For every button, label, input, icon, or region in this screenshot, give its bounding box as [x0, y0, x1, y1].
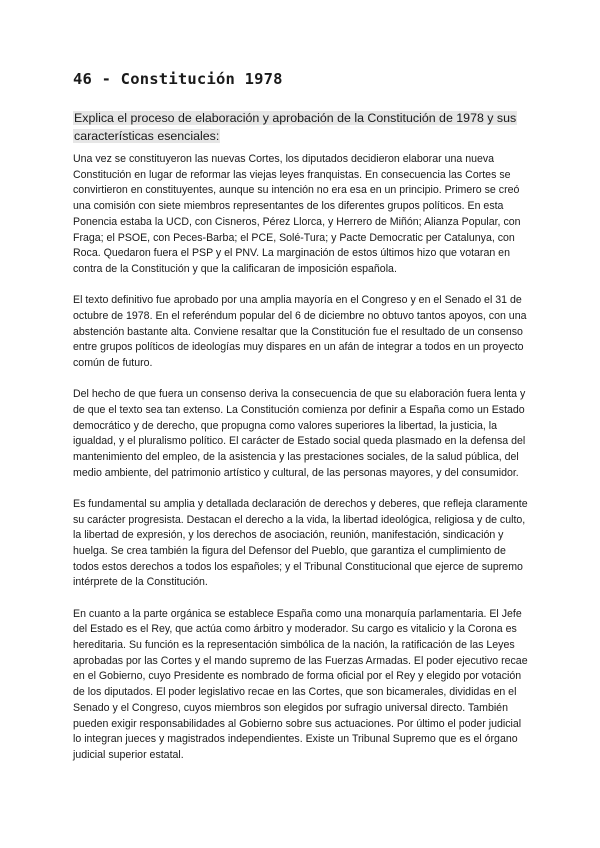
paragraph-parte-organica: En cuanto a la parte orgánica se establece España como una monarquía parlamentaria. El Jefe del Estado es el Rey, que actúa como árbitro y moderador. Su cargo es vitalicio y la Corona es hereditaria. Su función es la representación simbólica de la nación, la ratificación de las Leyes aprobadas por las Cortes y el mando supremo de las Fuerzas Armadas. El poder ejecutivo recae en el Gobierno, cuyo Presidente es nombrado de forma oficial por el Rey y elegido por votación de los diputados. El poder legislativo recae en las Cortes, que son bicamerales, divididas en el Senado y el Congreso, cuyos miembros son elegidos por sufragio universal directo. También pueden exigir responsabilidades al Gobierno sobre sus actuaciones. Por último el poder judicial lo integran jueces y magistrados independientes. Existe un Tribunal Supremo que es el órgano judicial superior estatal.	[73, 607, 528, 761]
paragraph-elaboracion: Una vez se constituyeron las nuevas Cortes, los diputados decidieron elaborar una nueva Constitución en lugar de reformar las viejas leyes franquistas. En consecuencia las Cortes se convirtieron en constituyentes, aunque su intención no era esa en un principio. Primero se creó una comisión con siete miembros representantes de los diferentes grupos políticos. En esta Ponencia estaba la UCD, con Cisneros, Pérez Llorca, y Herrero de Miñón; Alianza Popular, con Fraga; el PSOE, con Peces-Barba; el PCE, Solé-Tura; y Pacte Democratic per Catalunya, con Roca. Quedaron fuera el PSP y el PNV. La marginación de estos últimos hizo que votaran en contra de la Constitución y que la calificaran de imposición española.	[73, 153, 521, 275]
question-heading	[73, 110, 528, 145]
question-highlight: Explica el proceso de elaboración y aprobación de la Constitución de 1978 y sus características esenciales:	[74, 111, 517, 143]
paragraph-derechos: Es fundamental su amplia y detallada declaración de derechos y deberes, que refleja claramente su carácter progresista. Destacan el derecho a la vida, la libertad ideológica, religiosa y de culto, la libertad de expresión, y los derechos de asociación, reunión, manifestación, sindicación y huelga. Se crea también la figura del Defensor del Pueblo, que garantiza el cumplimiento de todos estos derechos a todos los españoles; y el Tribunal Constitucional que ejerce de supremo intérprete de la Constitución.	[73, 497, 528, 589]
document-page	[73, 70, 528, 779]
paragraph-aprobacion: El texto definitivo fue aprobado por una amplia mayoría en el Congreso y en el Senado el 31 de octubre de 1978. En el referéndum popular del 6 de diciembre no obtuvo tantos apoyos, con una abstención bastante alta. Conviene resaltar que la Constitución fue el resultado de un consenso entre grupos políticos de ideologías muy dispares en un afán de integrar a todos en un proyecto común de futuro.	[73, 294, 527, 369]
document-title: 46 - Constitución 1978	[73, 70, 283, 88]
paragraph-consenso: Del hecho de que fuera un consenso deriva la consecuencia de que su elaboración fuera lenta y de que el texto sea tan extenso. La Constitución comienza por definir a España como un Estado democrático y de derecho, que propugna como valores superiores la libertad, la justicia, la igualdad, y el pluralismo político. El carácter de Estado social queda plasmado en la defensa del mantenimiento del empleo, de la asistencia y las prestaciones sociales, de la salud pública, del medio ambiente, del patrimonio artístico y cultural, de las personas mayores, y del consumidor.	[73, 388, 526, 479]
